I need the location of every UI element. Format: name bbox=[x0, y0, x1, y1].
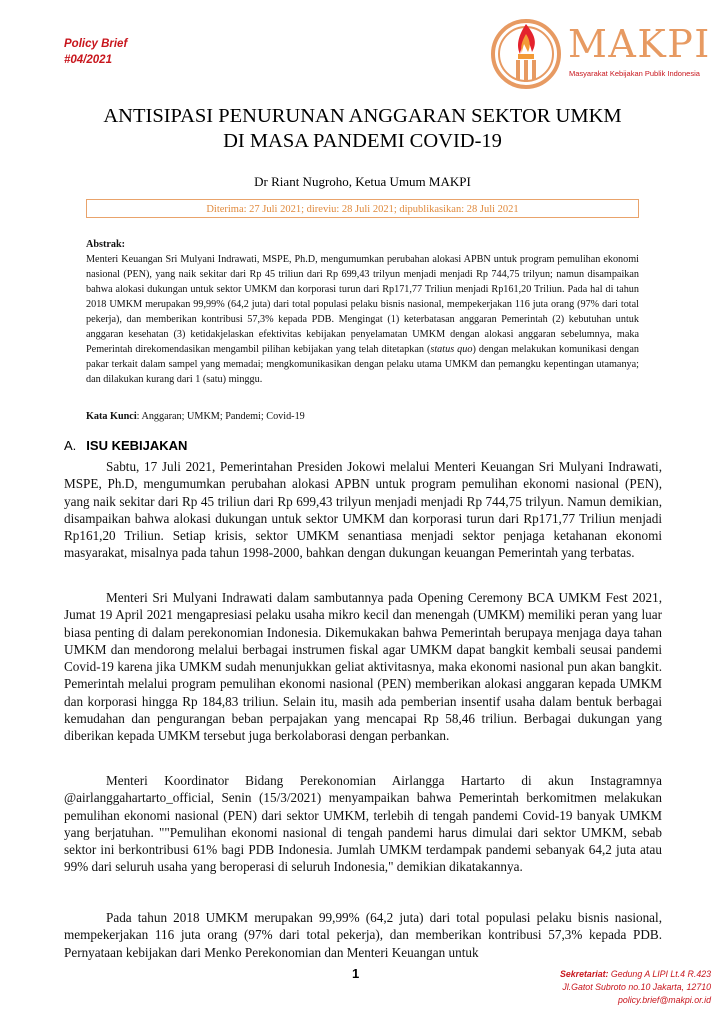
title-line-2: DI MASA PANDEMI COVID-19 bbox=[223, 130, 502, 152]
logo-tagline: Masyarakat Kebijakan Publik Indonesia bbox=[569, 69, 700, 78]
author-line: Dr Riant Nugroho, Ketua Umum MAKPI bbox=[254, 174, 471, 189]
body-paragraph: Menteri Koordinator Bidang Perekonomian Airlangga Hartarto di akun Instagramnya @airlanggahartarto_official, Senin (15/3/2021) menyampaikan bahwa Pemerintah berkomitmen melakukan pemulihan ekonomi nasional (PEN) dari sektor UMKM, terlebih di tengah pandemi Covid-19 banyak UMKM yang berjatuhan. ""Pemulihan ekonomi nasional di tengah pandemi harus dimulai dari sektor UMKM, sebab sektor ini berkontribusi 61% bagi PDB Indonesia. Jumlah UMKM terdampak pandemi sebanyak 64,2 juta atau 99% dari seluruh usaha yang beroperasi di seluruh Indonesia," demikian dikatakannya. bbox=[64, 773, 662, 875]
publication-dates: Diterima: 27 Juli 2021; direviu: 28 Juli 2021; dipublikasikan: 28 Juli 2021 bbox=[86, 199, 639, 218]
section-number: A. bbox=[64, 438, 77, 453]
abstract-block bbox=[86, 237, 639, 387]
abstract-text bbox=[86, 252, 639, 387]
makpi-logo bbox=[488, 14, 716, 90]
secretariat-label: Sekretariat: bbox=[560, 969, 609, 979]
keywords-text: : Anggaran; UMKM; Pandemi; Covid-19 bbox=[136, 411, 305, 422]
torch-flame-icon bbox=[488, 14, 568, 90]
abstract-text-italic: status quo bbox=[430, 344, 473, 355]
body-paragraph: Menteri Sri Mulyani Indrawati dalam sambutannya pada Opening Ceremony BCA UMKM Fest 2021, Jumat 19 April 2021 mengapresiasi pelaku usaha mikro kecil dan menengah (UMKM) memiliki peran yang luar biasa penting di dalam perekonomian Indonesia. Dikemukakan bahwa Pemerintah berupaya menjaga daya tahan UMKM dan mendorong melalui berbagai instrumen fiskal agar UMKM dapat bangkit kembali seusai pandemi Covid-19 karena jika UMKM sudah menunjukkan geliat aktivitasnya, maka ekonomi nasional pun akan bangkit. Pemerintah melalui program pemulihan ekonomi nasional (PEN) memberikan alokasi anggaran kepada UMKM dan korporasi hingga Rp 184,83 triliun. Selain itu, masih ada pemberian insentif usaha dalam bentuk berbagai kemudahan dan pengurangan beban perpajakan yang mencapai Rp 58,46 triliun. Berbagai dukungan yang diberikan kepada UMKM tersebut juga berkolaborasi dengan perbankan. bbox=[64, 590, 662, 744]
section-title: ISU KEBIJAKAN bbox=[86, 438, 188, 453]
page-title bbox=[60, 104, 665, 154]
page-number: 1 bbox=[352, 966, 360, 981]
body-paragraph: Sabtu, 17 Juli 2021, Pemerintahan Presiden Jokowi melalui Menteri Keuangan Sri Mulyani Indrawati, MSPE, Ph.D, mengumumkan perubahan alokasi APBN untuk program pemulihan ekonomi nasional (PEN), yang naik sekitar dari Rp 45 triliun dari Rp 699,43 trilyun menjadi menjadi Rp 744,75 trilyun. Namun demikian, disampaikan bahwa alokasi dukungan untuk sektor UMKM dan korporasi turun dari Rp171,77 Triliun menjadi Rp161,20 Triliun. Setiap krisis, sektor UMKM senantiasa menjadi sektor penjaga ketahanan ekonomi masyarakat, misalnya pada tahun 1998-2000, bahkan dengan dukungan keuangan Pemerintah yang terbatas. bbox=[64, 459, 662, 561]
footer-secretariat bbox=[560, 968, 711, 1007]
section-heading bbox=[64, 438, 187, 453]
email-link[interactable]: policy.brief@makpi.or.id bbox=[617, 995, 711, 1005]
abstract-text-part-1: Menteri Keuangan Sri Mulyani Indrawati, MSPE, Ph.D, mengumumkan perubahan alokasi APBN untuk program pemulihan ekonomi nasional (PEN), yang naik sekitar dari Rp 45 triliun dari Rp 699,43 trilyun menjadi menjadi Rp 744,75 trilyun; namun disampaikan bahwa alokasi dukungan untuk sektor UMKM dan korporasi turun dari Rp171,77 Triliun menjadi Rp161,20 Triliun. Pada hal di tahun 2018 UMKM merupakan 99,99% (64,2 juta) dari total populasi pelaku bisnis nasional, mempekerjakan 116 juta orang (97% dari total pekerja), dan memberikan kontribusi 57,3% kepada PDB. Mengingat (1) keterbatasan anggaran Pemerintah (2) kebutuhan untuk anggaran kesehatan (3) ketidakjelaskan efektivitas kebijakan penyelamatan UMKM dengan alokasi anggaran sebelumnya, maka Pemerintah direkomendasikan mengambil pilihan kebijakan yang telah ditetapkan ( bbox=[86, 254, 639, 355]
abstract-text-part-2: ) dengan melakukan komunikasi dengan pakar terkait dalam sampel yang memadai; mengkomunikasikan dengan pelaku utama UMKM dan pemangku kepentingan utamanya; dan dilakukan kurang dari 1 (satu) minggu. bbox=[86, 344, 639, 385]
logo-name: MAKPI bbox=[568, 22, 711, 66]
brief-number: #04/2021 bbox=[64, 54, 112, 66]
title-line-1: ANTISIPASI PENURUNAN ANGGARAN SEKTOR UMKM bbox=[103, 105, 622, 127]
body-paragraph: Pada tahun 2018 UMKM merupakan 99,99% (64,2 juta) dari total populasi pelaku bisnis nasional, mempekerjakan 116 juta orang (97% dari total pekerja), dan memberikan kontribusi 57,3% kepada PDB. Pernyataan kebijakan dari Menko Perekonomian dan Menteri Keuangan untuk bbox=[64, 910, 662, 960]
keywords-label: Kata Kunci bbox=[86, 411, 137, 422]
address-line-1: Gedung A LIPI Lt.4 R.423 bbox=[610, 969, 711, 979]
policy-brief-label bbox=[64, 36, 127, 68]
address-line-2: Jl.Gatot Subroto no.10 Jakarta, 12710 bbox=[562, 982, 711, 992]
keywords bbox=[86, 411, 639, 422]
brief-label: Policy Brief bbox=[64, 38, 128, 50]
abstract-label: Abstrak: bbox=[86, 239, 126, 250]
